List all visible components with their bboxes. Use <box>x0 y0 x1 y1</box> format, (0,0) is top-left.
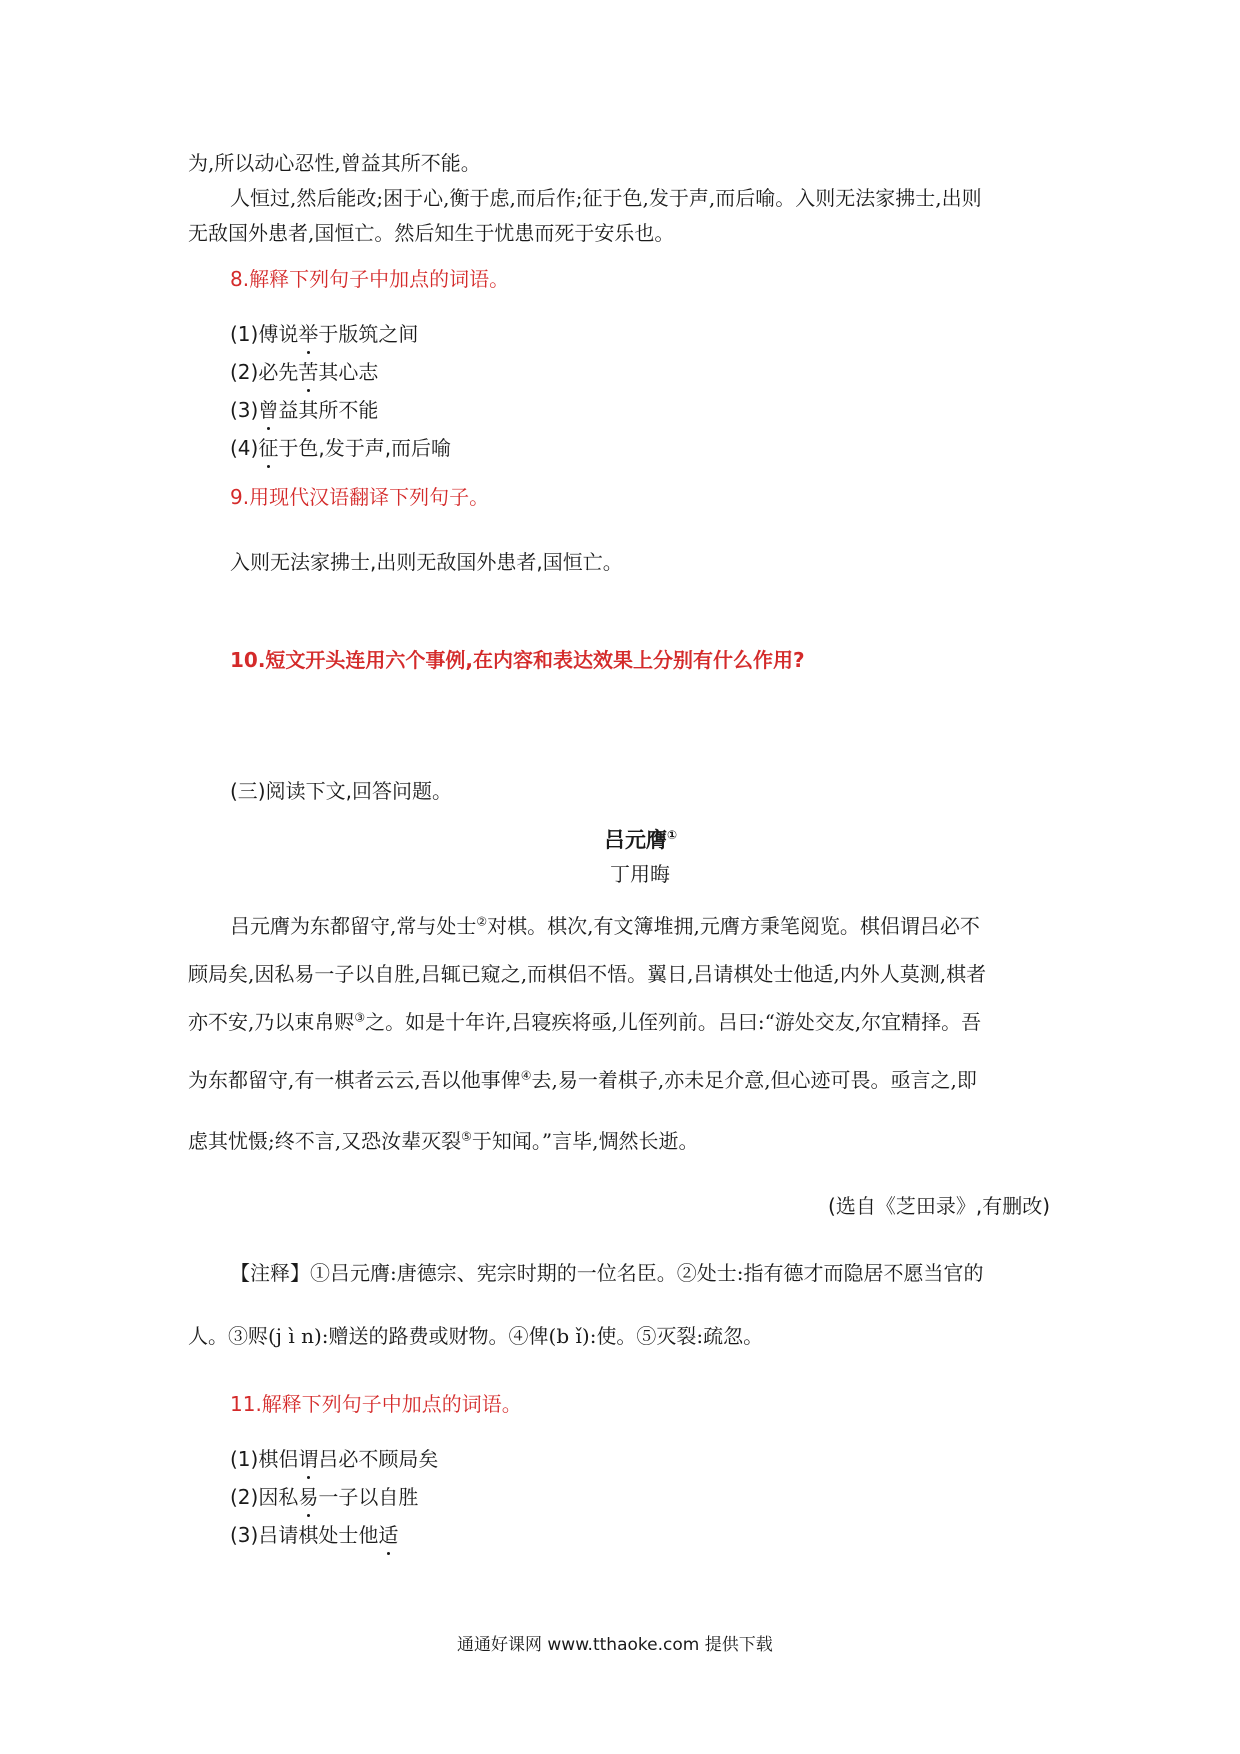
article-paragraph-line: 亦不安,乃以束帛赆③之。如是十年许,吕寝疾将亟,儿侄列前。吕曰:“游处交友,尔宜精择。吾 <box>188 1010 982 1034</box>
footnote-marker: ④ <box>520 1068 532 1083</box>
q8-item: (4)征于色,发于声,而后喻 <box>230 436 452 460</box>
emphasis-dot-word: 举 <box>298 322 319 346</box>
question-10-title: 10.短文开头连用六个事例,在内容和表达效果上分别有什么作用? <box>230 648 805 672</box>
q8-item: (1)傅说举于版筑之间 <box>230 322 419 346</box>
emphasis-dot-word: 谓 <box>298 1447 319 1471</box>
article-paragraph-line: 吕元膺为东都留守,常与处士②对棋。棋次,有文簿堆拥,元膺方秉笔阅览。棋侣谓吕必不 <box>230 914 980 938</box>
footnote-marker: ② <box>476 914 488 929</box>
section-heading: (三)阅读下文,回答问题。 <box>230 779 452 803</box>
emphasis-dot-word: 苦 <box>298 360 319 384</box>
footnote-marker: ① <box>667 828 678 842</box>
emphasis-dot-word: 适 <box>378 1523 399 1547</box>
question-8-title: 8.解释下列句子中加点的词语。 <box>230 267 510 291</box>
question-9-title: 9.用现代汉语翻译下列句子。 <box>230 485 490 509</box>
question-11-title: 11.解释下列句子中加点的词语。 <box>230 1392 522 1416</box>
annotation-line: 人。③赆(j ì n):赠送的路费或财物。④俾(b ǐ):使。⑤灭裂:疏忽。 <box>188 1324 764 1348</box>
q11-item: (1)棋侣谓吕必不顾局矣 <box>230 1447 439 1471</box>
page-footer: 通通好课网 www.tthaoke.com 提供下载 <box>457 1635 773 1655</box>
q8-item: (2)必先苦其心志 <box>230 360 379 384</box>
article-author: 丁用晦 <box>610 862 670 886</box>
passage-line: 为,所以动心忍性,曾益其所不能。 <box>188 151 481 175</box>
footnote-marker: ⑤ <box>461 1129 472 1144</box>
q9-sentence: 入则无法家拂士,出则无敌国外患者,国恒亡。 <box>230 550 623 574</box>
passage-line: 人恒过,然后能改;困于心,衡于虑,而后作;征于色,发于声,而后喻。入则无法家拂士,出则 <box>230 186 982 210</box>
article-title: 吕元膺① <box>604 828 678 852</box>
source-citation: (选自《芝田录》,有删改) <box>828 1194 1050 1218</box>
emphasis-dot-word: 征 <box>258 436 279 460</box>
article-paragraph-line: 为东都留守,有一棋者云云,吾以他事俾④去,易一着棋子,亦未足介意,但心迹可畏。亟言之,即 <box>188 1068 977 1092</box>
emphasis-dot-word: 易 <box>298 1485 319 1509</box>
emphasis-dot-word: 曾 <box>258 398 279 422</box>
q11-item: (3)吕请棋处士他适 <box>230 1523 399 1547</box>
passage-line: 无敌国外患者,国恒亡。然后知生于忧患而死于安乐也。 <box>188 221 675 245</box>
footnote-marker: ③ <box>354 1010 366 1025</box>
article-paragraph-line: 虑其忧慑;终不言,又恐汝辈灭裂⑤于知闻。”言毕,惆然长逝。 <box>188 1129 699 1153</box>
annotation-line: 【注释】①吕元膺:唐德宗、宪宗时期的一位名臣。②处士:指有德才而隐居不愿当官的 <box>230 1261 984 1285</box>
q8-item: (3)曾益其所不能 <box>230 398 379 422</box>
article-paragraph-line: 顾局矣,因私易一子以自胜,吕辄已窥之,而棋侣不悟。翼日,吕请棋处士他适,内外人莫测,棋者 <box>188 962 987 986</box>
q11-item: (2)因私易一子以自胜 <box>230 1485 419 1509</box>
